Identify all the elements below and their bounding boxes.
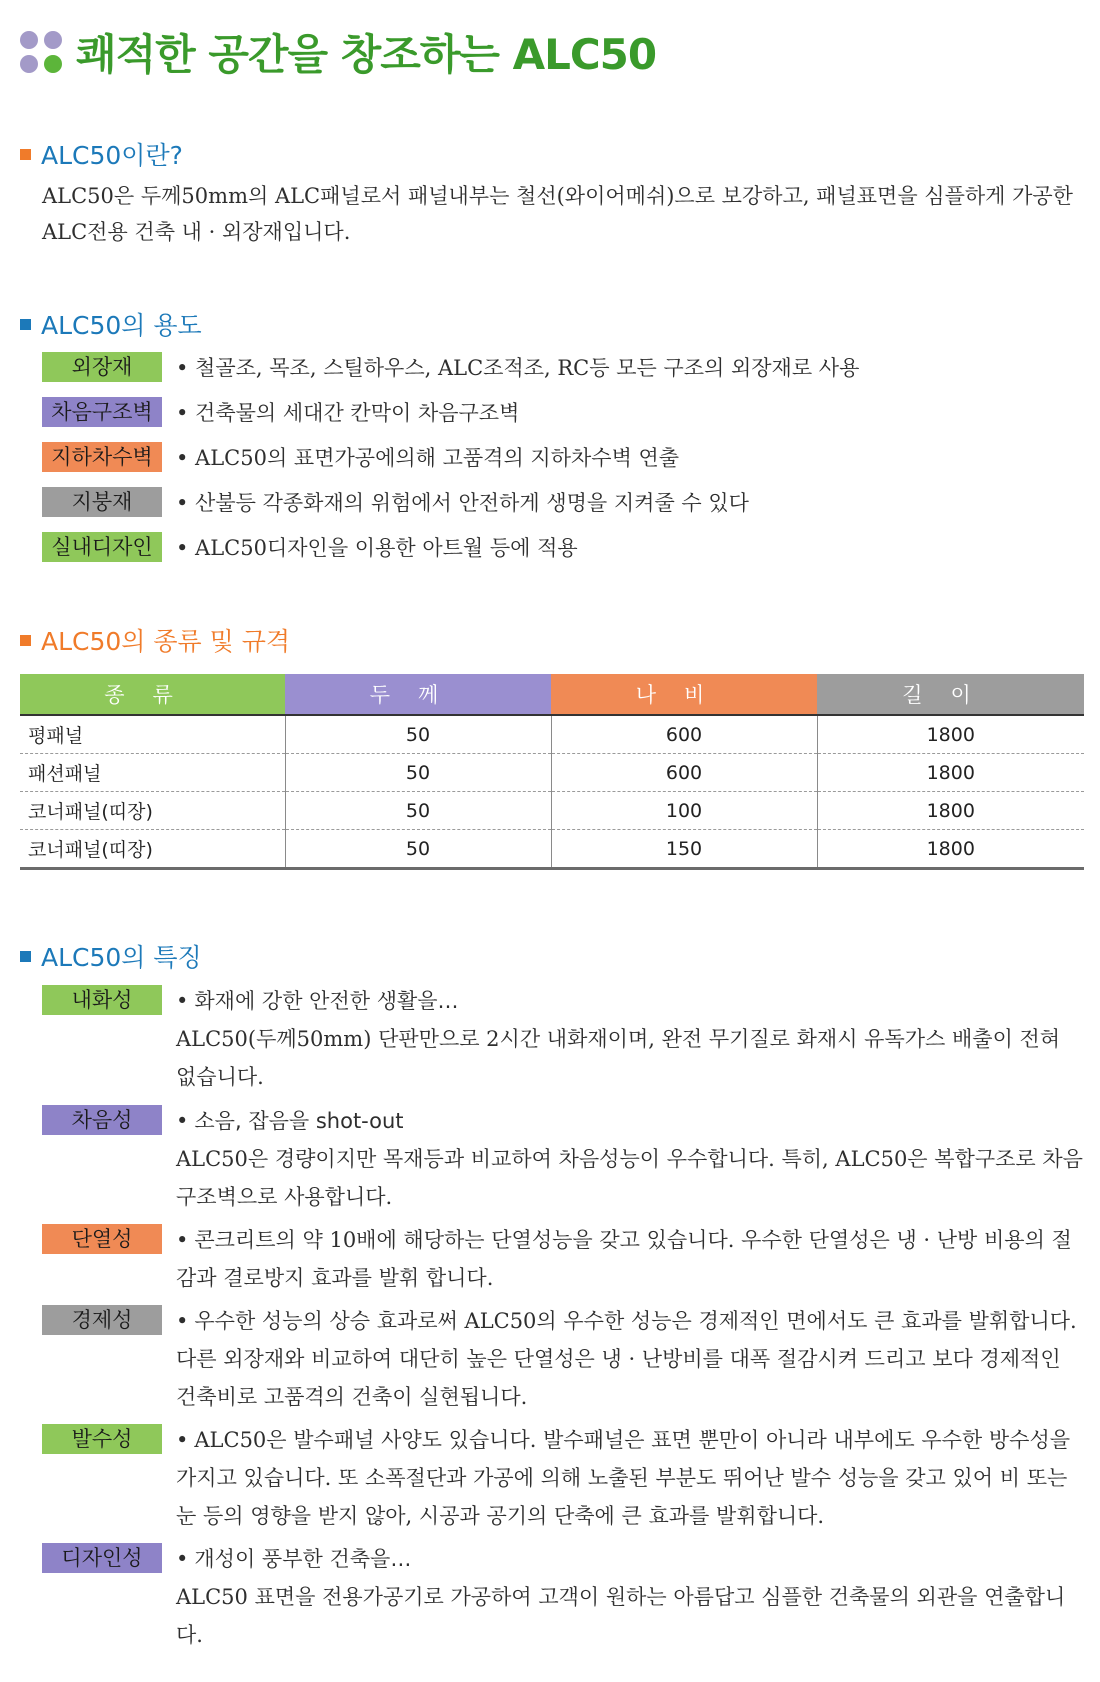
use-text: • 철골조, 목조, 스틸하우스, ALC조적조, RC등 모든 구조의 외장재로 사용 xyxy=(176,356,860,380)
feature-text xyxy=(176,1102,1084,1216)
section-heading-text: ALC50이란? xyxy=(41,141,183,170)
feature-tag: 차음성 xyxy=(42,1105,162,1135)
feature-lead: • 콘크리트의 약 10배에 해당하는 단열성능을 갖고 있습니다. 우수한 단열성은 냉 · 난방 비용의 절감과 결로방지 효과를 발휘 합니다. xyxy=(176,1221,1084,1297)
cell-thickness: 50 xyxy=(285,830,551,869)
feature-text xyxy=(176,1540,1084,1654)
cell-width: 100 xyxy=(551,792,817,830)
feature-body: ALC50은 경량이지만 목재등과 비교하여 차음성능이 우수합니다. 특히, ALC50은 복합구조로 차음구조벽으로 사용합니다. xyxy=(176,1147,1083,1209)
column-header-type: 종류 xyxy=(20,674,285,715)
feature-text xyxy=(176,1302,1084,1416)
spec-table xyxy=(20,674,1084,870)
cell-type: 패션패널 xyxy=(20,754,285,792)
cell-thickness: 50 xyxy=(285,715,551,754)
use-text: • 건축물의 세대간 칸막이 차음구조벽 xyxy=(176,401,520,425)
spec-header-row xyxy=(20,674,1084,715)
cell-type: 코너패널(띠장) xyxy=(20,792,285,830)
use-row xyxy=(42,531,578,563)
use-text: • 산불등 각종화재의 위험에서 안전하게 생명을 지켜줄 수 있다 xyxy=(176,491,749,515)
use-text: • ALC50의 표면가공에의해 고품격의 지하차수벽 연출 xyxy=(176,446,680,470)
feature-body: ALC50(두께50mm) 단판만으로 2시간 내화재이며, 완전 무기질로 화재시 유독가스 배출이 전혀 없습니다. xyxy=(176,1027,1061,1089)
blue-square-icon xyxy=(20,319,31,330)
cell-length: 1800 xyxy=(817,830,1084,869)
column-header-thickness: 두께 xyxy=(285,674,551,715)
cell-width: 600 xyxy=(551,754,817,792)
feature-tag: 발수성 xyxy=(42,1424,162,1454)
use-tag: 차음구조벽 xyxy=(42,397,162,427)
feature-body: ALC50 표면을 전용가공기로 가공하여 고객이 원하는 아름답고 심플한 건축물의 외관을 연출합니다. xyxy=(176,1585,1066,1647)
section-heading-features xyxy=(20,938,202,974)
table-row xyxy=(20,830,1084,869)
blue-square-icon xyxy=(20,951,31,962)
section-heading-what xyxy=(20,136,183,172)
feature-tag: 디자인성 xyxy=(42,1543,162,1573)
cell-length: 1800 xyxy=(817,754,1084,792)
feature-tag: 경제성 xyxy=(42,1305,162,1335)
cell-type: 평패널 xyxy=(20,715,285,754)
feature-tag: 내화성 xyxy=(42,985,162,1015)
cell-length: 1800 xyxy=(817,792,1084,830)
feature-tag: 단열성 xyxy=(42,1224,162,1254)
table-row xyxy=(20,715,1084,754)
column-header-length: 길이 xyxy=(817,674,1084,715)
page-title: 쾌적한 공간을 창조하는 ALC50 xyxy=(76,30,657,79)
table-row xyxy=(20,754,1084,792)
cell-length: 1800 xyxy=(817,715,1084,754)
page-header xyxy=(20,22,656,82)
table-row xyxy=(20,792,1084,830)
feature-text xyxy=(176,1221,1084,1297)
feature-lead: • 우수한 성능의 상승 효과로써 ALC50의 우수한 성능은 경제적인 면에서도 큰 효과를 발휘합니다. 다른 외장재와 비교하여 대단히 높은 단열성은 냉 · 난방비를 대폭 절감시켜 드리고 보다 경제적인 건축비로 고품격의 건축이 실현됩니다. xyxy=(176,1302,1084,1416)
feature-lead: • ALC50은 발수패널 사양도 있습니다. 발수패널은 표면 뿐만이 아니라 내부에도 우수한 방수성을 가지고 있습니다. 또 소폭절단과 가공에 의해 노출된 부분도 뛰어난 발수 성능을 갖고 있어 비 또는 눈 등의 영향을 받지 않아, 시공과 공기의 단축에 큰 효과를 발휘합니다. xyxy=(176,1421,1084,1535)
dot xyxy=(44,55,62,73)
dot xyxy=(20,55,38,73)
section-heading-text: ALC50의 특징 xyxy=(41,943,202,972)
use-row xyxy=(42,396,519,428)
section-heading-text: ALC50의 종류 및 규격 xyxy=(41,627,291,656)
feature-text xyxy=(176,982,1084,1096)
dot xyxy=(44,31,62,49)
dot xyxy=(20,31,38,49)
cell-thickness: 50 xyxy=(285,792,551,830)
feature-lead: • 개성이 풍부한 건축을… xyxy=(176,1540,1084,1578)
section-heading-spec xyxy=(20,622,290,658)
cell-width: 150 xyxy=(551,830,817,869)
section-heading-text: ALC50의 용도 xyxy=(41,311,202,340)
section-heading-uses xyxy=(20,306,202,342)
cell-thickness: 50 xyxy=(285,754,551,792)
feature-lead: • 소음, 잡음을 shot-out xyxy=(176,1102,1084,1140)
cell-type: 코너패널(띠장) xyxy=(20,830,285,869)
use-row xyxy=(42,486,749,518)
use-tag: 지붕재 xyxy=(42,487,162,517)
use-tag: 외장재 xyxy=(42,352,162,382)
dots-icon xyxy=(20,31,62,73)
feature-text xyxy=(176,1421,1084,1535)
use-tag: 실내디자인 xyxy=(42,532,162,562)
use-row xyxy=(42,351,859,383)
use-row xyxy=(42,441,679,473)
use-text: • ALC50디자인을 이용한 아트월 등에 적용 xyxy=(176,536,578,560)
orange-square-icon xyxy=(20,635,31,646)
feature-lead: • 화재에 강한 안전한 생활을… xyxy=(176,982,1084,1020)
use-tag: 지하차수벽 xyxy=(42,442,162,472)
cell-width: 600 xyxy=(551,715,817,754)
what-paragraph: ALC50은 두께50mm의 ALC패널로서 패널내부는 철선(와이어메쉬)으로 보강하고, 패널표면을 심플하게 가공한 ALC전용 건축 내 · 외장재입니다. xyxy=(42,184,1073,244)
orange-square-icon xyxy=(20,149,31,160)
column-header-width: 나비 xyxy=(551,674,817,715)
